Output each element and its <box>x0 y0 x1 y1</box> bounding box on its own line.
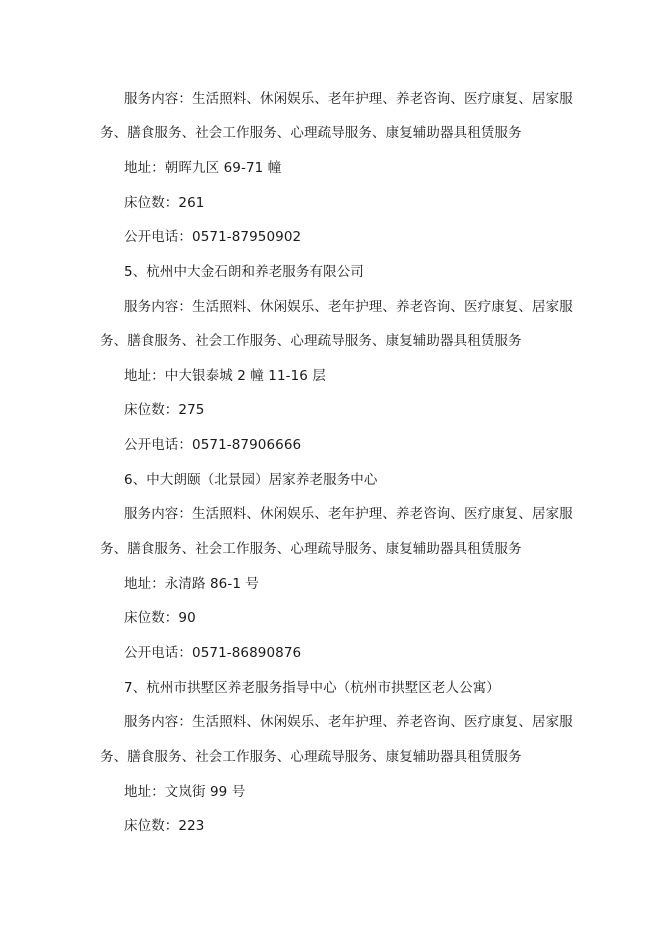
service-content-line: 服务内容：生活照料、休闲娱乐、老年护理、养老咨询、医疗康复、居家服 <box>124 91 573 107</box>
service-content-line: 服务内容：生活照料、休闲娱乐、老年护理、养老咨询、医疗康复、居家服 <box>124 506 573 522</box>
institution-heading: 5、杭州中大金石朗和养老服务有限公司 <box>124 264 364 280</box>
service-content-line: 服务内容：生活照料、休闲娱乐、老年护理、养老咨询、医疗康复、居家服 <box>124 714 573 730</box>
phone-line: 公开电话：0571-87906666 <box>124 437 302 453</box>
service-content-continuation: 务、膳食服务、社会工作服务、心理疏导服务、康复辅助器具租赁服务 <box>100 125 522 141</box>
bed-count-line: 床位数：261 <box>124 195 205 211</box>
service-content-line: 服务内容：生活照料、休闲娱乐、老年护理、养老咨询、医疗康复、居家服 <box>124 299 573 315</box>
service-content-continuation: 务、膳食服务、社会工作服务、心理疏导服务、康复辅助器具租赁服务 <box>100 749 522 765</box>
address-line: 地址：中大银泰城 2 幢 11-16 层 <box>124 368 326 384</box>
phone-line: 公开电话：0571-87950902 <box>124 229 302 245</box>
bed-count-line: 床位数：90 <box>124 610 196 626</box>
institution-heading: 7、杭州市拱墅区养老服务指导中心（杭州市拱墅区老人公寓） <box>124 680 500 696</box>
institution-heading: 6、中大朗颐（北景园）居家养老服务中心 <box>124 472 378 488</box>
address-line: 地址：朝晖九区 69-71 幢 <box>124 160 282 176</box>
phone-line: 公开电话：0571-86890876 <box>124 645 302 661</box>
address-line: 地址：文岚街 99 号 <box>124 784 246 800</box>
service-content-continuation: 务、膳食服务、社会工作服务、心理疏导服务、康复辅助器具租赁服务 <box>100 541 522 557</box>
bed-count-line: 床位数：223 <box>124 818 205 834</box>
bed-count-line: 床位数：275 <box>124 402 205 418</box>
address-line: 地址：永清路 86-1 号 <box>124 576 260 592</box>
service-content-continuation: 务、膳食服务、社会工作服务、心理疏导服务、康复辅助器具租赁服务 <box>100 333 522 349</box>
